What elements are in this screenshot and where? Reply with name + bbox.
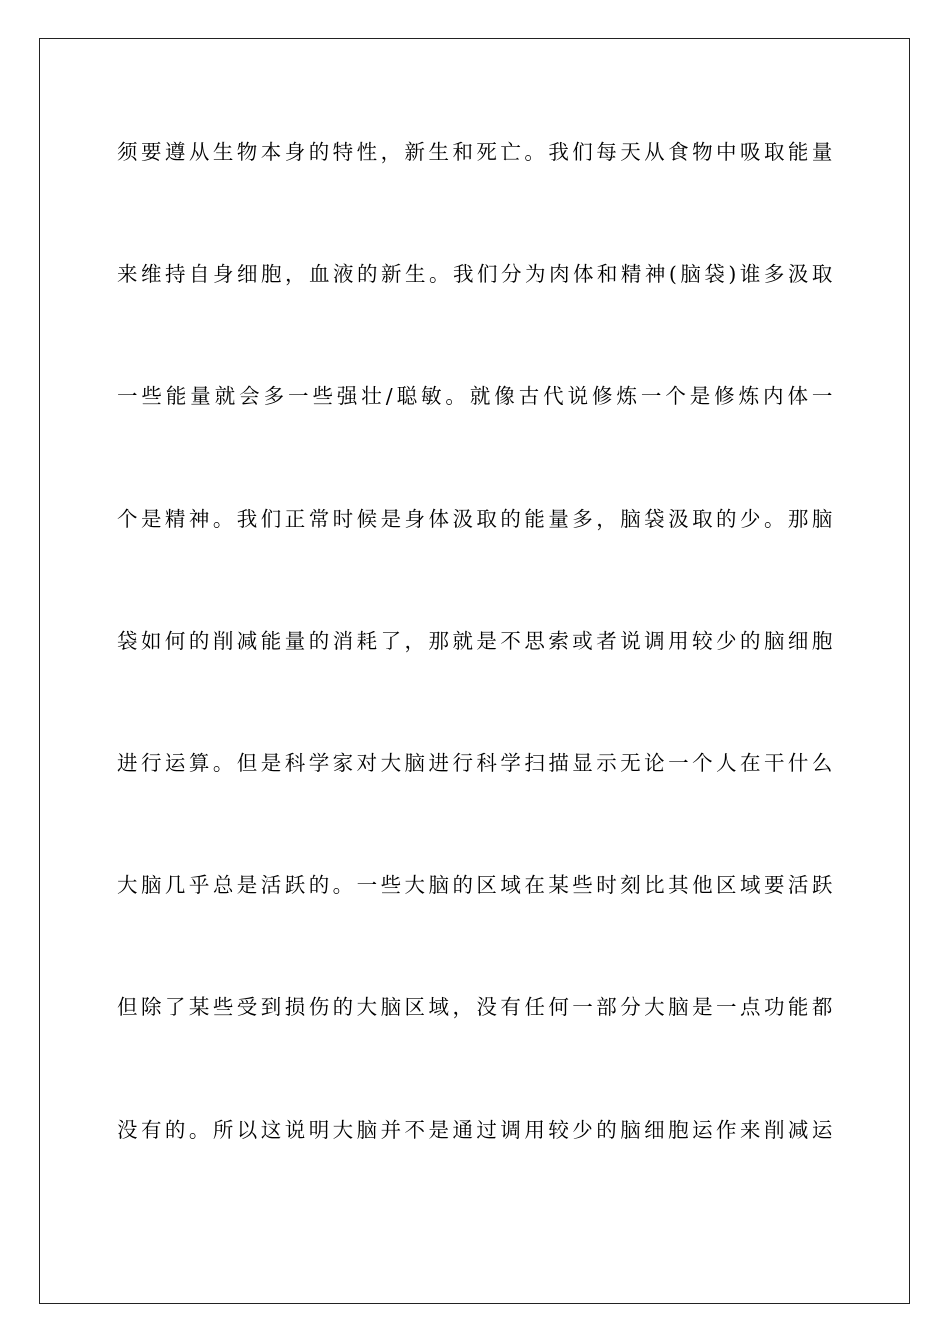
text-line: 一些能量就会多一些强壮/聪敏。就像古代说修炼一个是修炼内体一 [117, 384, 833, 409]
text-line: 须要遵从生物本身的特性，新生和死亡。我们每天从食物中吸取能量 [117, 140, 833, 164]
document-body [117, 136, 833, 1236]
text-line: 大脑几乎总是活跃的。一些大脑的区域在某些时刻比其他区域要活跃 [117, 873, 833, 898]
text-line: 袋如何的削减能量的消耗了，那就是不思索或者说调用较少的脑细胞 [117, 628, 833, 653]
text-line: 来维持自身细胞，血液的新生。我们分为肉体和精神(脑袋)谁多汲取 [117, 262, 833, 287]
text-line: 个是精神。我们正常时候是身体汲取的能量多，脑袋汲取的少。那脑 [117, 506, 833, 531]
text-line: 但除了某些受到损伤的大脑区域，没有任何一部分大脑是一点功能都 [117, 995, 833, 1020]
text-line: 没有的。所以这说明大脑并不是通过调用较少的脑细胞运作来削减运 [117, 1117, 833, 1142]
text-line: 进行运算。但是科学家对大脑进行科学扫描显示无论一个人在干什么 [117, 750, 833, 775]
